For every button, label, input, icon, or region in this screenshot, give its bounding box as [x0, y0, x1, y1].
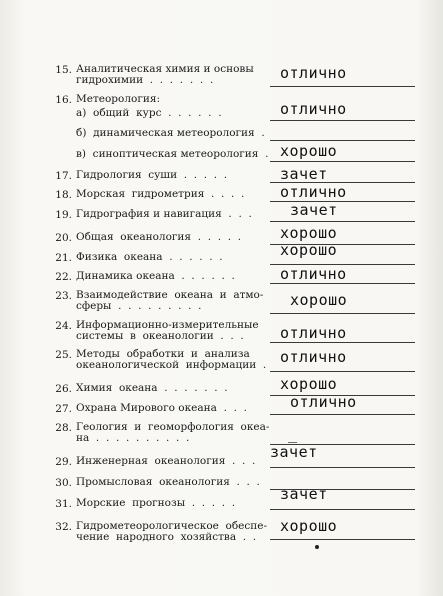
subject-name: Инженерная океанология . . . — [76, 455, 256, 467]
grade-underline — [270, 509, 415, 510]
grade: отлично — [280, 64, 347, 82]
subject-number: 26. — [55, 383, 72, 395]
grade: отлично — [290, 393, 357, 411]
grade-underline — [270, 313, 415, 314]
subject-name: Химия океана . . . . . . . — [76, 382, 228, 394]
grade-underline — [270, 283, 415, 284]
subject-number: 18. — [55, 189, 72, 201]
subject-name: Морская гидрометрия . . . . — [76, 188, 245, 200]
subject-name: а) общий курс . . . . . . — [76, 107, 222, 119]
subject-number: 16. — [55, 94, 72, 106]
grade-underline — [270, 221, 415, 222]
subject-number: 29. — [55, 456, 72, 468]
grade: отлично — [280, 265, 347, 283]
subject-number: 21. — [55, 252, 72, 264]
subject-number: 17. — [55, 170, 72, 182]
grade: хорошо — [280, 142, 338, 160]
grade: зачет — [280, 485, 328, 503]
subject-name: Физика океана . . . . . . — [76, 251, 223, 263]
subject-name: Гидрометеорологическое обеспе- чение народного хозяйства . . — [76, 520, 268, 543]
grade-underline — [270, 414, 415, 415]
grade-underline — [270, 86, 415, 87]
grade-underline — [270, 161, 415, 162]
subject-number: 27. — [55, 403, 72, 415]
grade-underline — [270, 120, 415, 121]
grade-underline — [270, 539, 415, 540]
subject-name: Охрана Мирового океана . . . — [76, 402, 247, 414]
subject-name: Методы обработки и анализа океанологической информации . — [76, 348, 267, 371]
subject-name: Геология и геоморфология океа- на . . . . . . . . . . — [76, 421, 270, 444]
subject-number: 32. — [55, 521, 72, 533]
grade: зачет — [290, 201, 338, 219]
grade: отлично — [280, 324, 347, 342]
subject-name: Аналитическая химия и основы гидрохимии . . . . . . . — [76, 63, 254, 86]
subject-number: 23. — [55, 290, 72, 302]
subject-number: 22. — [55, 271, 72, 283]
grade: _ — [288, 425, 298, 443]
subject-number: 15. — [55, 64, 72, 76]
subject-number: 25. — [55, 349, 72, 361]
grade: хорошо — [280, 241, 338, 259]
subject-name: Метеорология: — [76, 93, 161, 105]
grade-underline — [270, 467, 415, 468]
subject-number: 30. — [55, 477, 72, 489]
grade: зачет — [280, 165, 328, 183]
grade: хорошо — [280, 224, 338, 242]
subject-number: 20. — [55, 232, 72, 244]
grade: зачет — [270, 443, 318, 461]
subject-name: Динамика океана . . . . . . — [76, 270, 235, 282]
grade: хорошо — [290, 291, 348, 309]
subject-name: Морские прогнозы . . . . . — [76, 497, 236, 509]
grade: хорошо — [280, 375, 338, 393]
subject-number: 19. — [55, 209, 72, 221]
grade: отлично — [280, 348, 347, 366]
subject-name: Гидрология суши . . . . . — [76, 169, 228, 181]
grade-underline — [270, 371, 415, 372]
grade-underline — [270, 342, 415, 343]
subject-number: 28. — [55, 422, 72, 434]
subject-name: в) синоптическая метеорология . — [76, 148, 269, 160]
subject-name: Гидрография и навигация . . . — [76, 208, 252, 220]
subject-name: Общая океанология . . . . . — [76, 231, 242, 243]
subject-number: 24. — [55, 320, 72, 332]
subject-name: б) динамическая метеорология . — [76, 127, 265, 139]
subject-name: Промысловая океанология . . . — [76, 476, 260, 488]
ink-spot — [315, 545, 319, 549]
grade-underline — [270, 140, 415, 141]
grade: отлично — [280, 100, 347, 118]
subject-name: Информационно-измерительные системы в океанологии . . . — [76, 319, 259, 342]
subject-name: Взаимодействие океана и атмо- сферы . . . . . . . . . — [76, 289, 264, 312]
subject-number: 31. — [55, 498, 72, 510]
grade: отлично — [280, 183, 347, 201]
grade: хорошо — [280, 517, 338, 535]
